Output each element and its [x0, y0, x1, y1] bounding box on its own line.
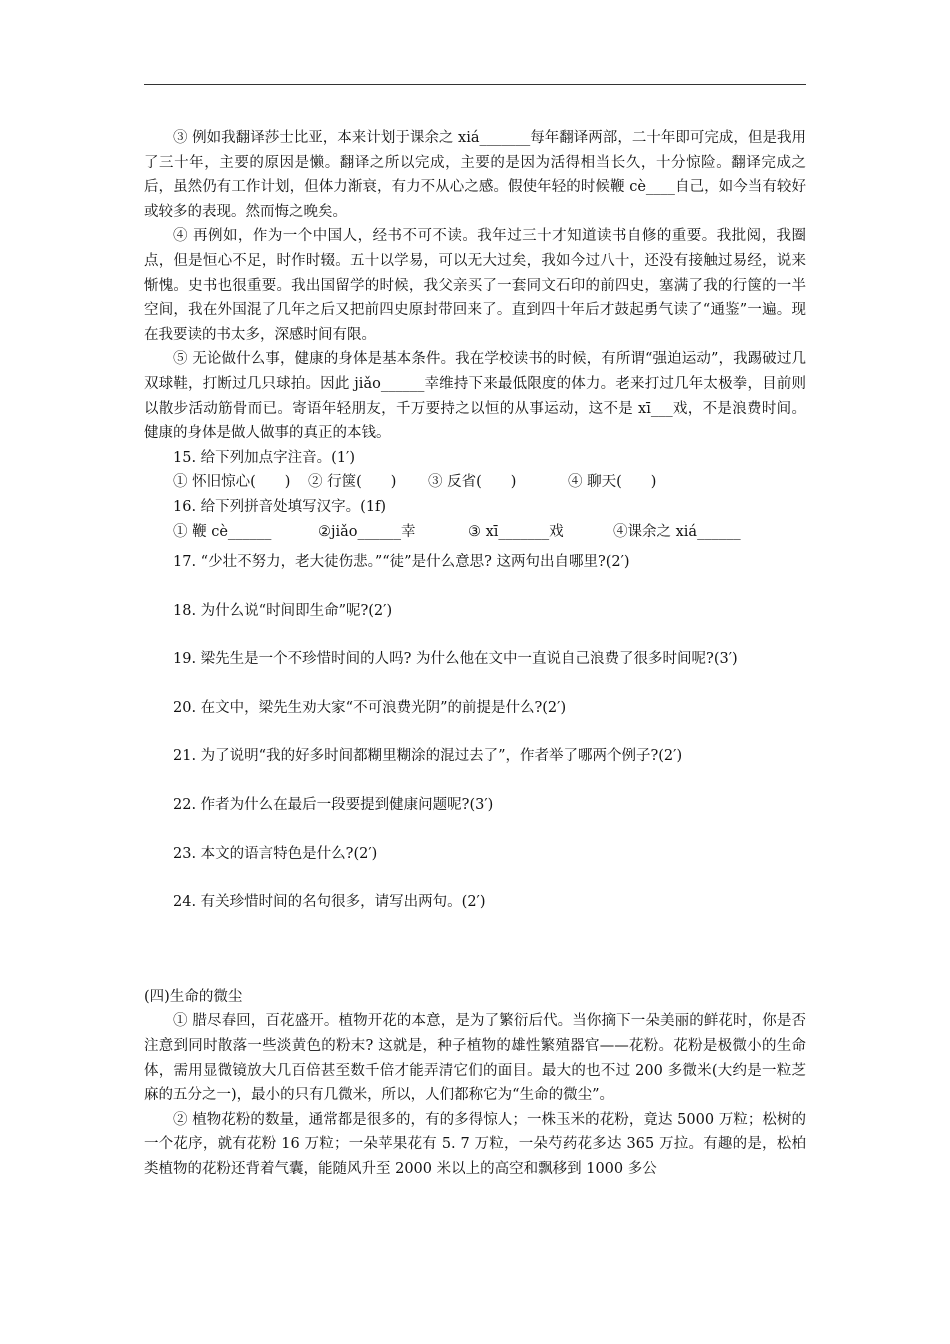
- q15-option-4: ④ 聊天( ): [568, 474, 657, 491]
- q16-option-4: ④课余之 xiá______: [613, 523, 741, 540]
- question-23: 23. 本文的语言特色是什么?(2′): [173, 845, 378, 862]
- q15-option-1: ① 怀旧惊心( ): [173, 474, 291, 491]
- section-4-paragraph-1: ① 腊尽春回，百花盛开。植物开花的本意，是为了繁衍后代。当你摘下一朵美丽的鲜花时，你是否注意到同时散落一些淡黄色的粉末? 这就是，种子植物的雄性繁殖器官——花粉。花粉是极微小的生命体，需用显微镜放大几百倍甚至数千倍才能弄清它们的面目。最大的也不过 200 多微米(大约是一粒芝麻的五分之一)，最小的只有几微米，所以，人们都称它为“生命的微尘”。: [144, 1013, 806, 1104]
- question-17: 17. “少壮不努力，老大徒伤悲。”“徒”是什么意思? 这两句出自哪里?(2′): [173, 554, 630, 571]
- q16-option-1: ① 鞭 cè______: [173, 523, 272, 540]
- question-19: 19. 梁先生是一个不珍惜时间的人吗? 为什么他在文中一直说自己浪费了很多时间呢?(3′): [173, 651, 738, 668]
- question-15: 15. 给下列加点字注音。(1′): [173, 449, 355, 466]
- question-16-options: [144, 520, 806, 545]
- section-4-title: (四)生命的微尘: [144, 988, 243, 1005]
- section-4-paragraph-2: ② 植物花粉的数量，通常都是很多的，有的多得惊人；一株玉米的花粉，竟达 5000 万粒；松树的一个花序，就有花粉 16 万粒；一朵苹果花有 5. 7 万粒，一朵芍药花多达 365 万拉。有趣的是，松柏类植物的花粉还背着气囊，能随风升至 2000 米以上的高空和飘移到 1000 多公: [144, 1111, 806, 1177]
- q16-option-3: ③ xī_______戏: [468, 523, 564, 540]
- question-20: 20. 在文中，梁先生劝大家“不可浪费光阴”的前提是什么?(2′): [173, 699, 567, 716]
- paragraph-3: ③ 例如我翻译莎士比亚，本来计划于课余之 xiá_______每年翻译两部，二十年即可完成，但是我用了三十年，主要的原因是懒。翻译之所以完成，主要的是因为活得相当长久，十分惊险。翻译完成之后，虽然仍有工作计划，但体力渐衰，有力不从心之感。假使年轻的时候鞭 cè____自己，如今当有较好或较多的表现。然而悔之晚矣。: [144, 130, 806, 220]
- q15-option-3: ③ 反省( ): [428, 474, 517, 491]
- question-15-options: [144, 470, 806, 495]
- header-rule: [144, 84, 806, 85]
- q15-option-2: ② 行箧( ): [308, 474, 397, 491]
- question-16: 16. 给下列拼音处填写汉字。(1f): [173, 498, 387, 515]
- paragraph-4: ④ 再例如，作为一个中国人，经书不可不读。我年过三十才知道读书自修的重要。我批阅，我圈点，但是恒心不足，时作时辍。五十以学易，可以无大过矣，我如今过八十，还没有接触过易经，说来惭愧。史书也很重要。我出国留学的时候，我父亲买了一套同文石印的前四史，塞满了我的行箧的一半空间，我在外国混了几年之后又把前四史原封带回来了。直到四十年后才鼓起勇气读了“通鉴”一遍。现在我要读的书太多，深感时间有限。: [144, 228, 806, 343]
- paragraph-5: ⑤ 无论做什么事，健康的身体是基本条件。我在学校读书的时候，有所谓“强迫运动”，我踢破过几双球鞋，打断过几只球拍。因此 jiǎo______幸维持下来最低限度的体力。老来打过几年太极拳，目前则以散步活动筋骨而已。寄语年轻朋友，千万要持之以恒的从事运动，这不是 xī___戏，不是浪费时间。健康的身体是做人做事的真正的本钱。: [144, 351, 806, 442]
- question-21: 21. 为了说明“我的好多时间都糊里糊涂的混过去了”，作者举了哪两个例子?(2′): [173, 748, 683, 765]
- question-18: 18. 为什么说“时间即生命”呢?(2′): [173, 602, 393, 619]
- q16-option-2: ②jiǎo______幸: [318, 523, 416, 540]
- question-24: 24. 有关珍惜时间的名句很多，请写出两句。(2′): [173, 894, 486, 911]
- document-body: [144, 126, 806, 1182]
- question-22: 22. 作者为什么在最后一段要提到健康问题呢?(3′): [173, 797, 494, 814]
